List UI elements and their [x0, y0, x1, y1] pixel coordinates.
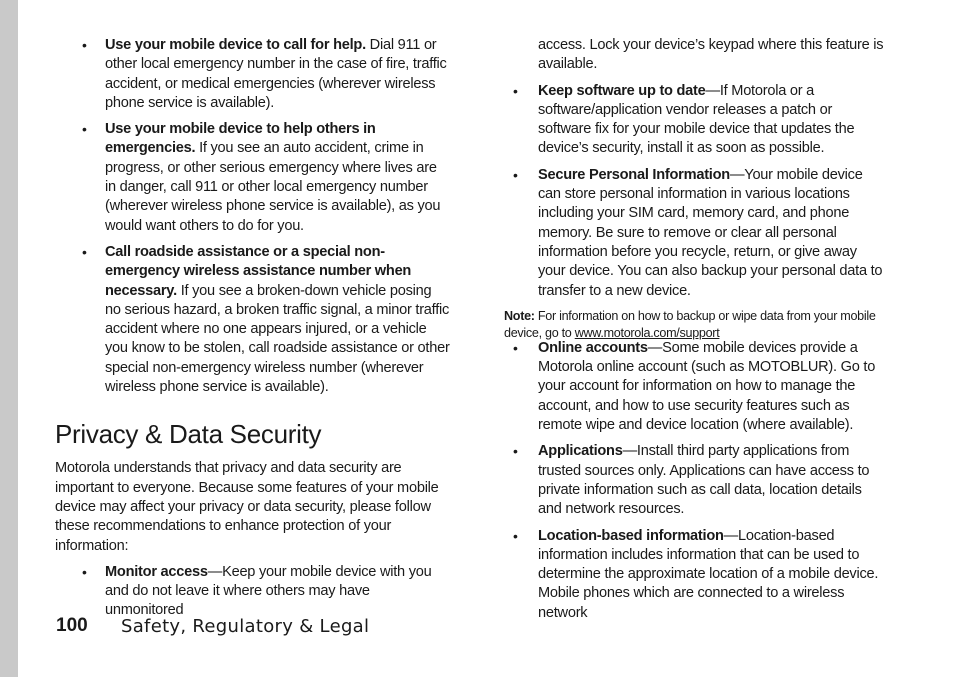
- note-text: For information on how to backup or wipe data from your mobile device, go to: [504, 308, 876, 340]
- page-edge-bar: [0, 0, 18, 677]
- bullet-dot: •: [82, 37, 87, 53]
- bullet-keep-software: [504, 82, 884, 159]
- footer-section-title: Safety, Regulatory & Legal: [121, 616, 370, 637]
- bullet-online-accounts: [504, 339, 884, 435]
- bullet-dot: •: [513, 527, 518, 544]
- bullet-secure-personal-info: [504, 166, 884, 301]
- bullet-text: If you see a broken-down vehicle posing no serious hazard, a broken traffic signal, a minor traffic accident where no one appears injured, or a vehicle you know to be stolen, call roadside assistance or other special non-emergency wireless number (wherever wireless phone service is available).: [105, 282, 450, 396]
- bullet-text: Dial 911 or other local emergency number in the case of fire, traffic accident, or medical emergencies (wherever wireless phone service is available).: [105, 37, 447, 111]
- bullet-text: If you see an auto accident, crime in progress, or other serious emergency where lives are in danger, call 911 or other local emergency number (wherever wireless phone service is available), as you would want others to do for you.: [105, 140, 441, 234]
- bullet-monitor-access: [55, 563, 450, 621]
- bullet-call-for-help: [55, 36, 450, 113]
- bullet-text: —Location-based information includes information that can be used to determine the approximate location of a mobile device. Mobile phones which are connected to a wireless network: [538, 527, 879, 621]
- bullet-text: —Some mobile devices provide a Motorola online account (such as MOTOBLUR). Go to your account for information on how to manage the account, and how to use security features such as remote wipe and device location (where available).: [538, 339, 876, 434]
- bullet-text: —Your mobile device can store personal information in various locations including your SIM card, memory card, and phone memory. Be sure to remove or clear all personal information before you recycle, return, or give away your device. You can also backup your personal data to transfer to a new device.: [538, 166, 883, 299]
- left-column: [55, 36, 450, 628]
- bullet-location-info: [504, 527, 884, 623]
- bullet-dot: •: [513, 82, 518, 99]
- continued-text: access. Lock your device’s keypad where this feature is available.: [538, 37, 884, 73]
- note-label: Note:: [504, 308, 535, 323]
- bullet-dot: •: [513, 443, 518, 460]
- bullet-dot: •: [513, 166, 518, 183]
- bullet-lead: Use your mobile device to help others in emergencies.: [105, 121, 376, 157]
- right-column: [504, 36, 884, 630]
- bullet-lead: Online accounts: [538, 339, 648, 356]
- intro-paragraph: Motorola understands that privacy and data security are important to everyone. Because some features of your mobile device may affect your privacy or data security, please follow these recommendations to enhance protection of your information:: [55, 460, 439, 554]
- bullet-applications: [504, 442, 884, 519]
- support-link[interactable]: www.motorola.com/support: [574, 325, 720, 340]
- bullet-lead: Applications: [538, 443, 623, 460]
- note-paragraph: [504, 308, 884, 342]
- bullet-lead: Call roadside assistance or a special non-emergency wireless assistance number when necessary.: [105, 243, 412, 299]
- bullet-text: —Keep your mobile device with you and do not leave it where others may have unmonitored: [105, 563, 432, 619]
- bullet-lead: Monitor access: [105, 563, 208, 580]
- bullet-lead: Location-based information: [538, 527, 724, 544]
- bullet-help-others: [55, 120, 450, 236]
- page-number: 100: [56, 615, 88, 636]
- page-footer: [56, 615, 370, 637]
- bullet-lead: Secure Personal Information: [538, 166, 730, 183]
- bullet-text: —Install third party applications from trusted sources only. Applications can have access to private information such as call data, location details and network resources.: [538, 443, 870, 518]
- bullet-lead: Use your mobile device to call for help.: [105, 37, 366, 53]
- bullet-dot: •: [82, 563, 87, 580]
- bullet-dot: •: [82, 243, 87, 260]
- bullet-lead: Keep software up to date: [538, 82, 706, 99]
- bullet-text: —If Motorola or a software/application vendor releases a patch or software fix for your mobile device that updates the device’s security, install it as soon as possible.: [538, 82, 855, 157]
- bullet-dot: •: [513, 339, 518, 356]
- bullet-dot: •: [82, 121, 87, 138]
- section-heading: Privacy & Data Security: [55, 419, 322, 450]
- bullet-roadside-assistance: [55, 243, 450, 397]
